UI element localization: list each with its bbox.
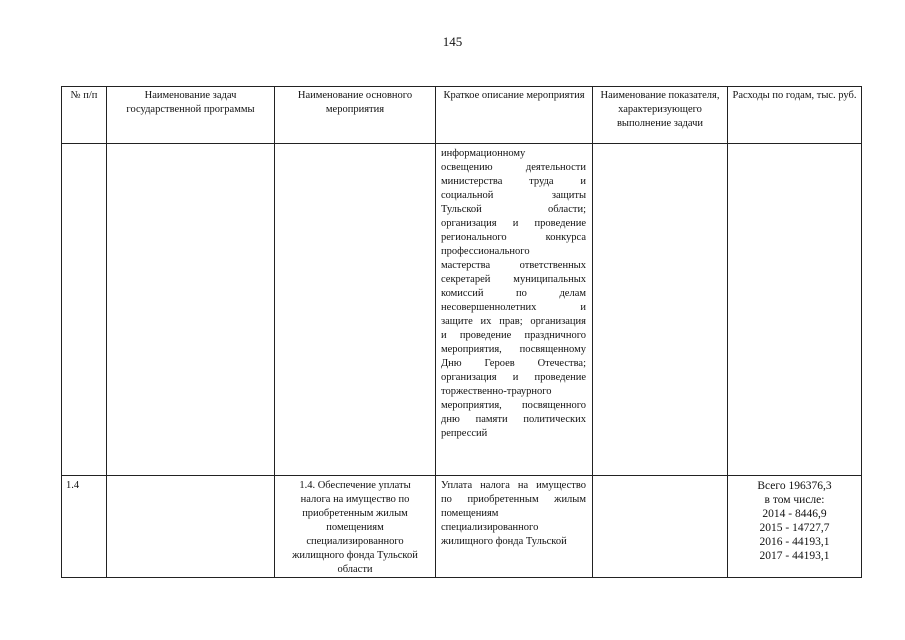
table-row [62, 144, 862, 476]
cell-task [107, 476, 275, 578]
cell-text-line: дню памяти политических [441, 414, 586, 425]
cell-text-line: Дню Героев Отечества; [441, 358, 586, 369]
program-table [61, 86, 862, 578]
cell-description [436, 144, 593, 476]
cell-indicator [593, 476, 728, 578]
cell-text-line: социальной защиты [441, 190, 586, 201]
cell-text-line: 1.4. Обеспечение уплаты [299, 480, 411, 491]
cell-measure [275, 144, 436, 476]
cell-text-line: 2014 - 8446,9 [762, 508, 827, 520]
cell-text-line: защите их прав; организация [441, 316, 586, 327]
header-measure: Наименование основного мероприятия [275, 87, 436, 144]
cell-text-line: профессионального [441, 246, 530, 257]
cell-text-line: организация и проведение [441, 218, 586, 229]
cell-text-line: помещениям [441, 508, 499, 519]
cell-text-line: комиссий по делам [441, 288, 586, 299]
page-number: 145 [442, 34, 463, 49]
cell-text-line: репрессий [441, 428, 488, 439]
cell-task [107, 144, 275, 476]
cell-measure [275, 476, 436, 578]
cell-text-line: регионального конкурса [441, 232, 586, 243]
cell-text-line: Тульской области; [441, 204, 586, 215]
cell-text-line: информационному [441, 148, 526, 159]
cell-text-line: помещениям [326, 522, 384, 533]
cell-text-line: специализированного [306, 536, 404, 547]
header-description: Краткое описание мероприятия [436, 87, 593, 144]
cell-text-line: мероприятия, посвященному [441, 344, 586, 355]
cell-text-line: министерства труда и [441, 176, 586, 187]
cell-text-line: мастерства ответственных [441, 260, 586, 271]
cell-indicator [593, 144, 728, 476]
cell-text-line: организация и проведение [441, 372, 586, 383]
cell-description [436, 476, 593, 578]
cell-text-line: несовершеннолетних и [441, 302, 586, 313]
cell-text-line: торжественно-траурного [441, 386, 552, 397]
cell-expenses [728, 476, 862, 578]
cell-text-line: освещению деятельности [441, 162, 586, 173]
cell-number: 1.4 [62, 476, 107, 578]
cell-text-line: приобретенным жилым [302, 508, 408, 519]
cell-text-line: 2015 - 14727,7 [759, 522, 830, 534]
cell-text-line: специализированного [441, 522, 539, 533]
cell-text-line: по приобретенным жилым [441, 494, 586, 505]
cell-text-line: в том числе: [764, 494, 825, 506]
header-number: № п/п [62, 87, 107, 144]
cell-text-line: 2017 - 44193,1 [759, 550, 830, 562]
cell-expenses [728, 144, 862, 476]
cell-text-line: области [337, 564, 373, 575]
cell-text-line: мероприятия, посвященного [441, 400, 586, 411]
cell-text-line: Уплата налога на имущество [441, 480, 586, 491]
cell-text-line: и проведение праздничного [441, 330, 586, 341]
cell-text-line: 2016 - 44193,1 [759, 536, 830, 548]
cell-number [62, 144, 107, 476]
cell-text-line: жилищного фонда Тульской [292, 550, 418, 561]
table-row [62, 476, 862, 578]
cell-text-line: налога на имущество по [300, 494, 410, 505]
cell-text-line: Всего 196376,3 [757, 480, 832, 492]
cell-text-line: секретарей муниципальных [441, 274, 586, 285]
header-expenses: Расходы по годам, тыс. руб. [728, 87, 862, 144]
cell-text-line: жилищного фонда Тульской [441, 536, 567, 547]
header-indicator: Наименование показателя, характеризующего выполнение задачи [593, 87, 728, 144]
header-task: Наименование задач государственной программы [107, 87, 275, 144]
table-header-row [62, 87, 862, 144]
